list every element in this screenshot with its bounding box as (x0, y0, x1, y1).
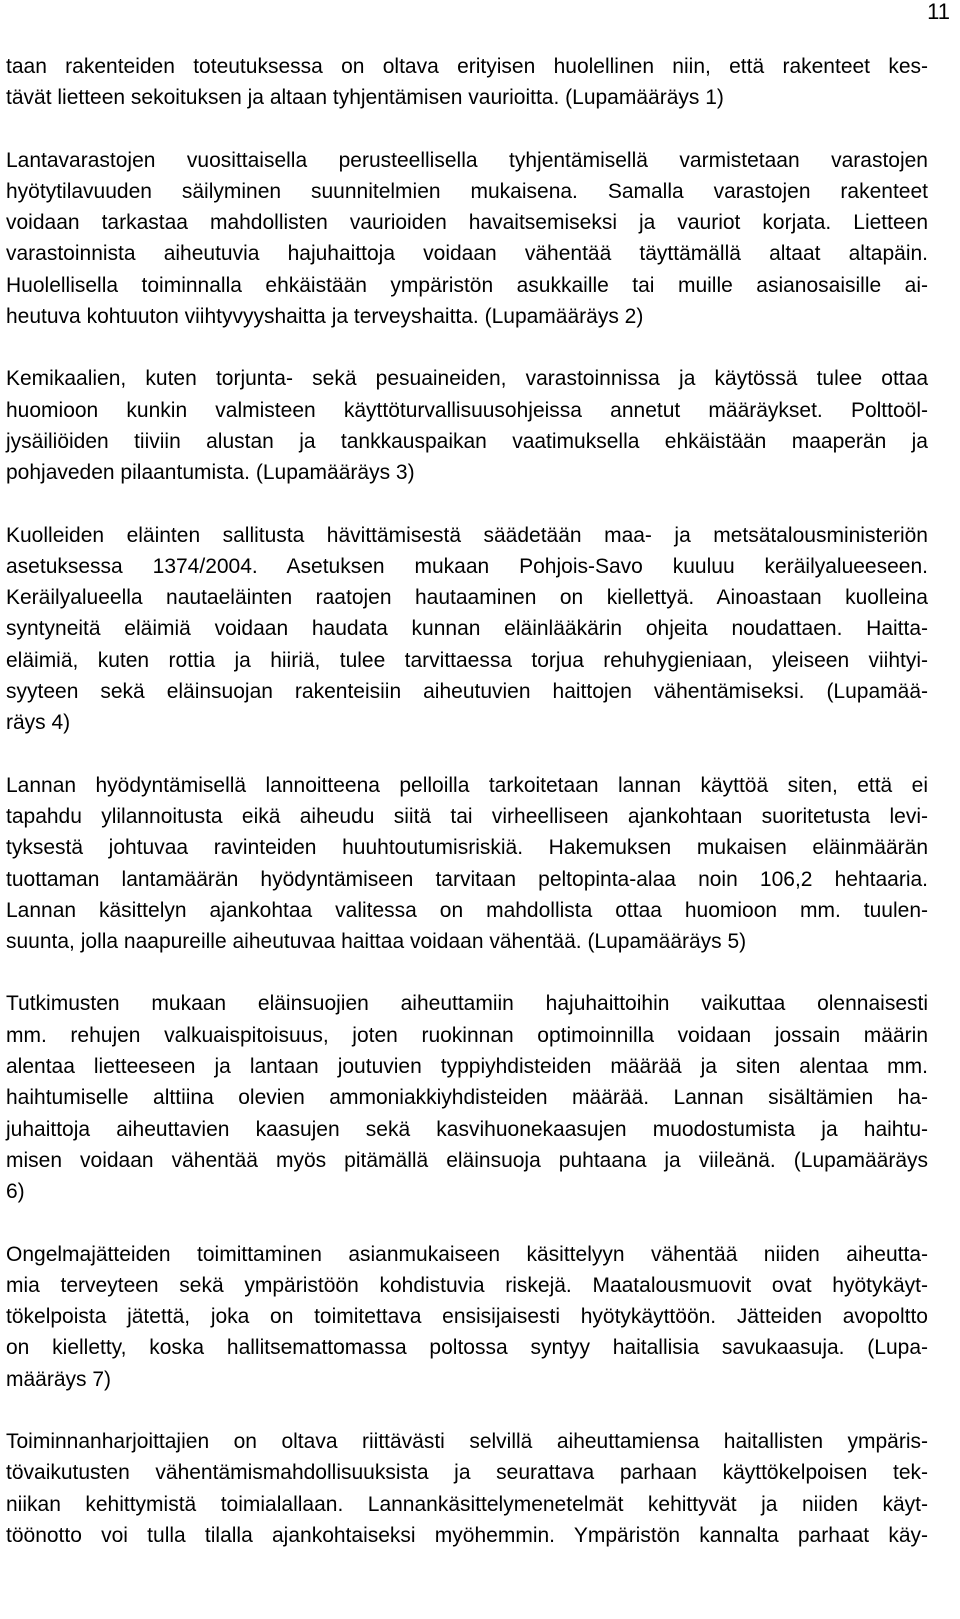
text-line: Kemikaalien, kuten torjunta- sekä pesuaineiden, varastoinnissa ja käytössä tulee ottaa (6, 367, 928, 391)
text-line: Lannan käsittelyn ajankohtaa valitessa on mahdollista ottaa huomioon mm. tuulen- (6, 898, 928, 922)
text-line: mm. rehujen valkuaispitoisuus, joten ruokinnan optimoinnilla voidaan jossain määrin (6, 1023, 928, 1047)
text-line: Ongelmajätteiden toimittaminen asianmukaiseen käsittelyyn vähentää niiden aiheutta- (6, 1242, 928, 1266)
text-line: syyteen sekä eläinsuojan rakenteisiin aiheutuvien haittojen vähentämiseksi. (Lupamää- (6, 680, 928, 704)
document-body (6, 51, 928, 1582)
paragraph (6, 51, 928, 114)
text-line: asetuksessa 1374/2004. Asetuksen mukaan Pohjois-Savo kuuluu keräilyalueeseen. (6, 554, 928, 578)
text-line: syntyneitä eläimiä voidaan haudata kunnan eläinlääkärin ohjeita noudattaen. Haitta- (6, 617, 928, 641)
text-line: Toiminnanharjoittajien on oltava riittävästi selvillä aiheuttamiensa haitallisten ympäris- (6, 1429, 928, 1453)
text-line: hyötytilavuuden säilyminen suunnitelmien mukaisena. Samalla varastojen rakenteet (6, 179, 928, 203)
text-line: töönotto voi tulla tilalla ajankohtaiseksi myöhemmin. Ympäristön kannalta parhaat käy- (6, 1523, 928, 1547)
text-line: varastoinnista aiheutuvia hajuhaittoja voidaan vähentää täyttämällä altaat altapäin. (6, 242, 928, 266)
text-line: määräys 7) (6, 1367, 112, 1391)
text-line: haihtumiselle alttiina olevien ammoniakkiyhdisteiden määrää. Lannan sisältämien ha- (6, 1086, 928, 1110)
text-line: mia terveyteen sekä ympäristöön kohdistuvia riskejä. Maatalousmuovit ovat hyötykäyt- (6, 1273, 928, 1297)
text-line: Kuolleiden eläinten sallitusta hävittämisestä säädetään maa- ja metsätalousministeriön (6, 523, 928, 547)
text-line: räys 4) (6, 711, 71, 735)
paragraph (6, 145, 928, 333)
text-line: tökelpoista jätettä, joka on toimitettava ensisijaisesti hyötykäyttöön. Jätteiden avopoltto (6, 1305, 928, 1329)
text-line: Tutkimusten mukaan eläinsuojien aiheuttamiin hajuhaittoihin vaikuttaa olennaisesti (6, 992, 928, 1016)
text-line: tyksestä johtuvaa ravinteiden huuhtoutumisriskiä. Hakemuksen mukaisen eläinmäärän (6, 836, 928, 860)
paragraph (6, 520, 928, 739)
text-line: tövaikutusten vähentämismahdollisuuksista ja seurattava parhaan käyttökelpoisen tek- (6, 1461, 928, 1485)
text-line: jysäiliöiden tiiviin alustan ja tankkauspaikan vaatimuksella ehkäistään maaperän ja (6, 429, 928, 453)
text-line: misen voidaan vähentää myös pitämällä eläinsuoja puhtaana ja viileänä. (Lupamääräys (6, 1148, 928, 1172)
text-line: tuottaman lantamäärän hyödyntämiseen tarvitaan peltopinta-alaa noin 106,2 hehtaaria. (6, 867, 928, 891)
text-line: Keräilyalueella nautaeläinten raatojen hautaaminen on kiellettyä. Ainoastaan kuolleina (6, 586, 928, 610)
text-line: on kielletty, koska hallitsemattomassa poltossa syntyy haitallisia savukaasuja. (Lupa- (6, 1336, 928, 1360)
paragraph (6, 363, 928, 488)
text-line: tävät lietteen sekoituksen ja altaan tyhjentämisen vaurioitta. (Lupamääräys 1) (6, 86, 724, 110)
text-line: huomioon kunkin valmisteen käyttöturvallisuusohjeissa annetut määräykset. Polttoöl- (6, 398, 928, 422)
text-line: taan rakenteiden toteutuksessa on oltava erityisen huolellinen niin, että rakenteet kes- (6, 55, 928, 78)
text-line: alentaa lietteeseen ja lantaan joutuvien typpiyhdisteiden määrää ja siten alentaa mm. (6, 1055, 928, 1079)
text-line: juhaittoja aiheuttavien kaasujen sekä kasvihuonekaasujen muodostumista ja haihtu- (6, 1117, 928, 1141)
text-line: niikan kehittymistä toimialallaan. Lannankäsittelymenetelmät kehittyvät ja niiden käyt- (6, 1492, 928, 1516)
text-line: suunta, jolla naapureille aiheutuvaa haittaa voidaan vähentää. (Lupamääräys 5) (6, 930, 747, 954)
paragraph (6, 770, 928, 958)
text-line: eläimiä, kuten rottia ja hiiriä, tulee tarvittaessa torjua rehuhygieniaan, yleiseen viihtyi- (6, 648, 928, 672)
text-line: Lantavarastojen vuosittaisella perusteellisella tyhjentämisellä varmistetaan varastojen (6, 148, 928, 172)
paragraph (6, 1239, 928, 1395)
text-line: pohjaveden pilaantumista. (Lupamääräys 3) (6, 461, 415, 485)
text-line: 6) (6, 1180, 25, 1204)
text-line: Huolellisella toiminnalla ehkäistään ympäristön asukkaille tai muille asianosaisille ai- (6, 273, 928, 297)
page-number: 11 (927, 0, 950, 24)
text-line: heutuva kohtuuton viihtyvyyshaitta ja terveyshaitta. (Lupamääräys 2) (6, 305, 644, 329)
paragraph (6, 988, 928, 1207)
text-line: tapahdu ylilannoitusta eikä aiheudu siitä tai virheelliseen ajankohtaan suoritetusta levi- (6, 804, 928, 828)
text-line: Lannan hyödyntämisellä lannoitteena pelloilla tarkoitetaan lannan käyttöä siten, että ei (6, 773, 928, 797)
paragraph (6, 1426, 928, 1551)
text-line: voidaan tarkastaa mahdollisten vaurioiden havaitsemiseksi ja vauriot korjata. Lietteen (6, 211, 928, 235)
